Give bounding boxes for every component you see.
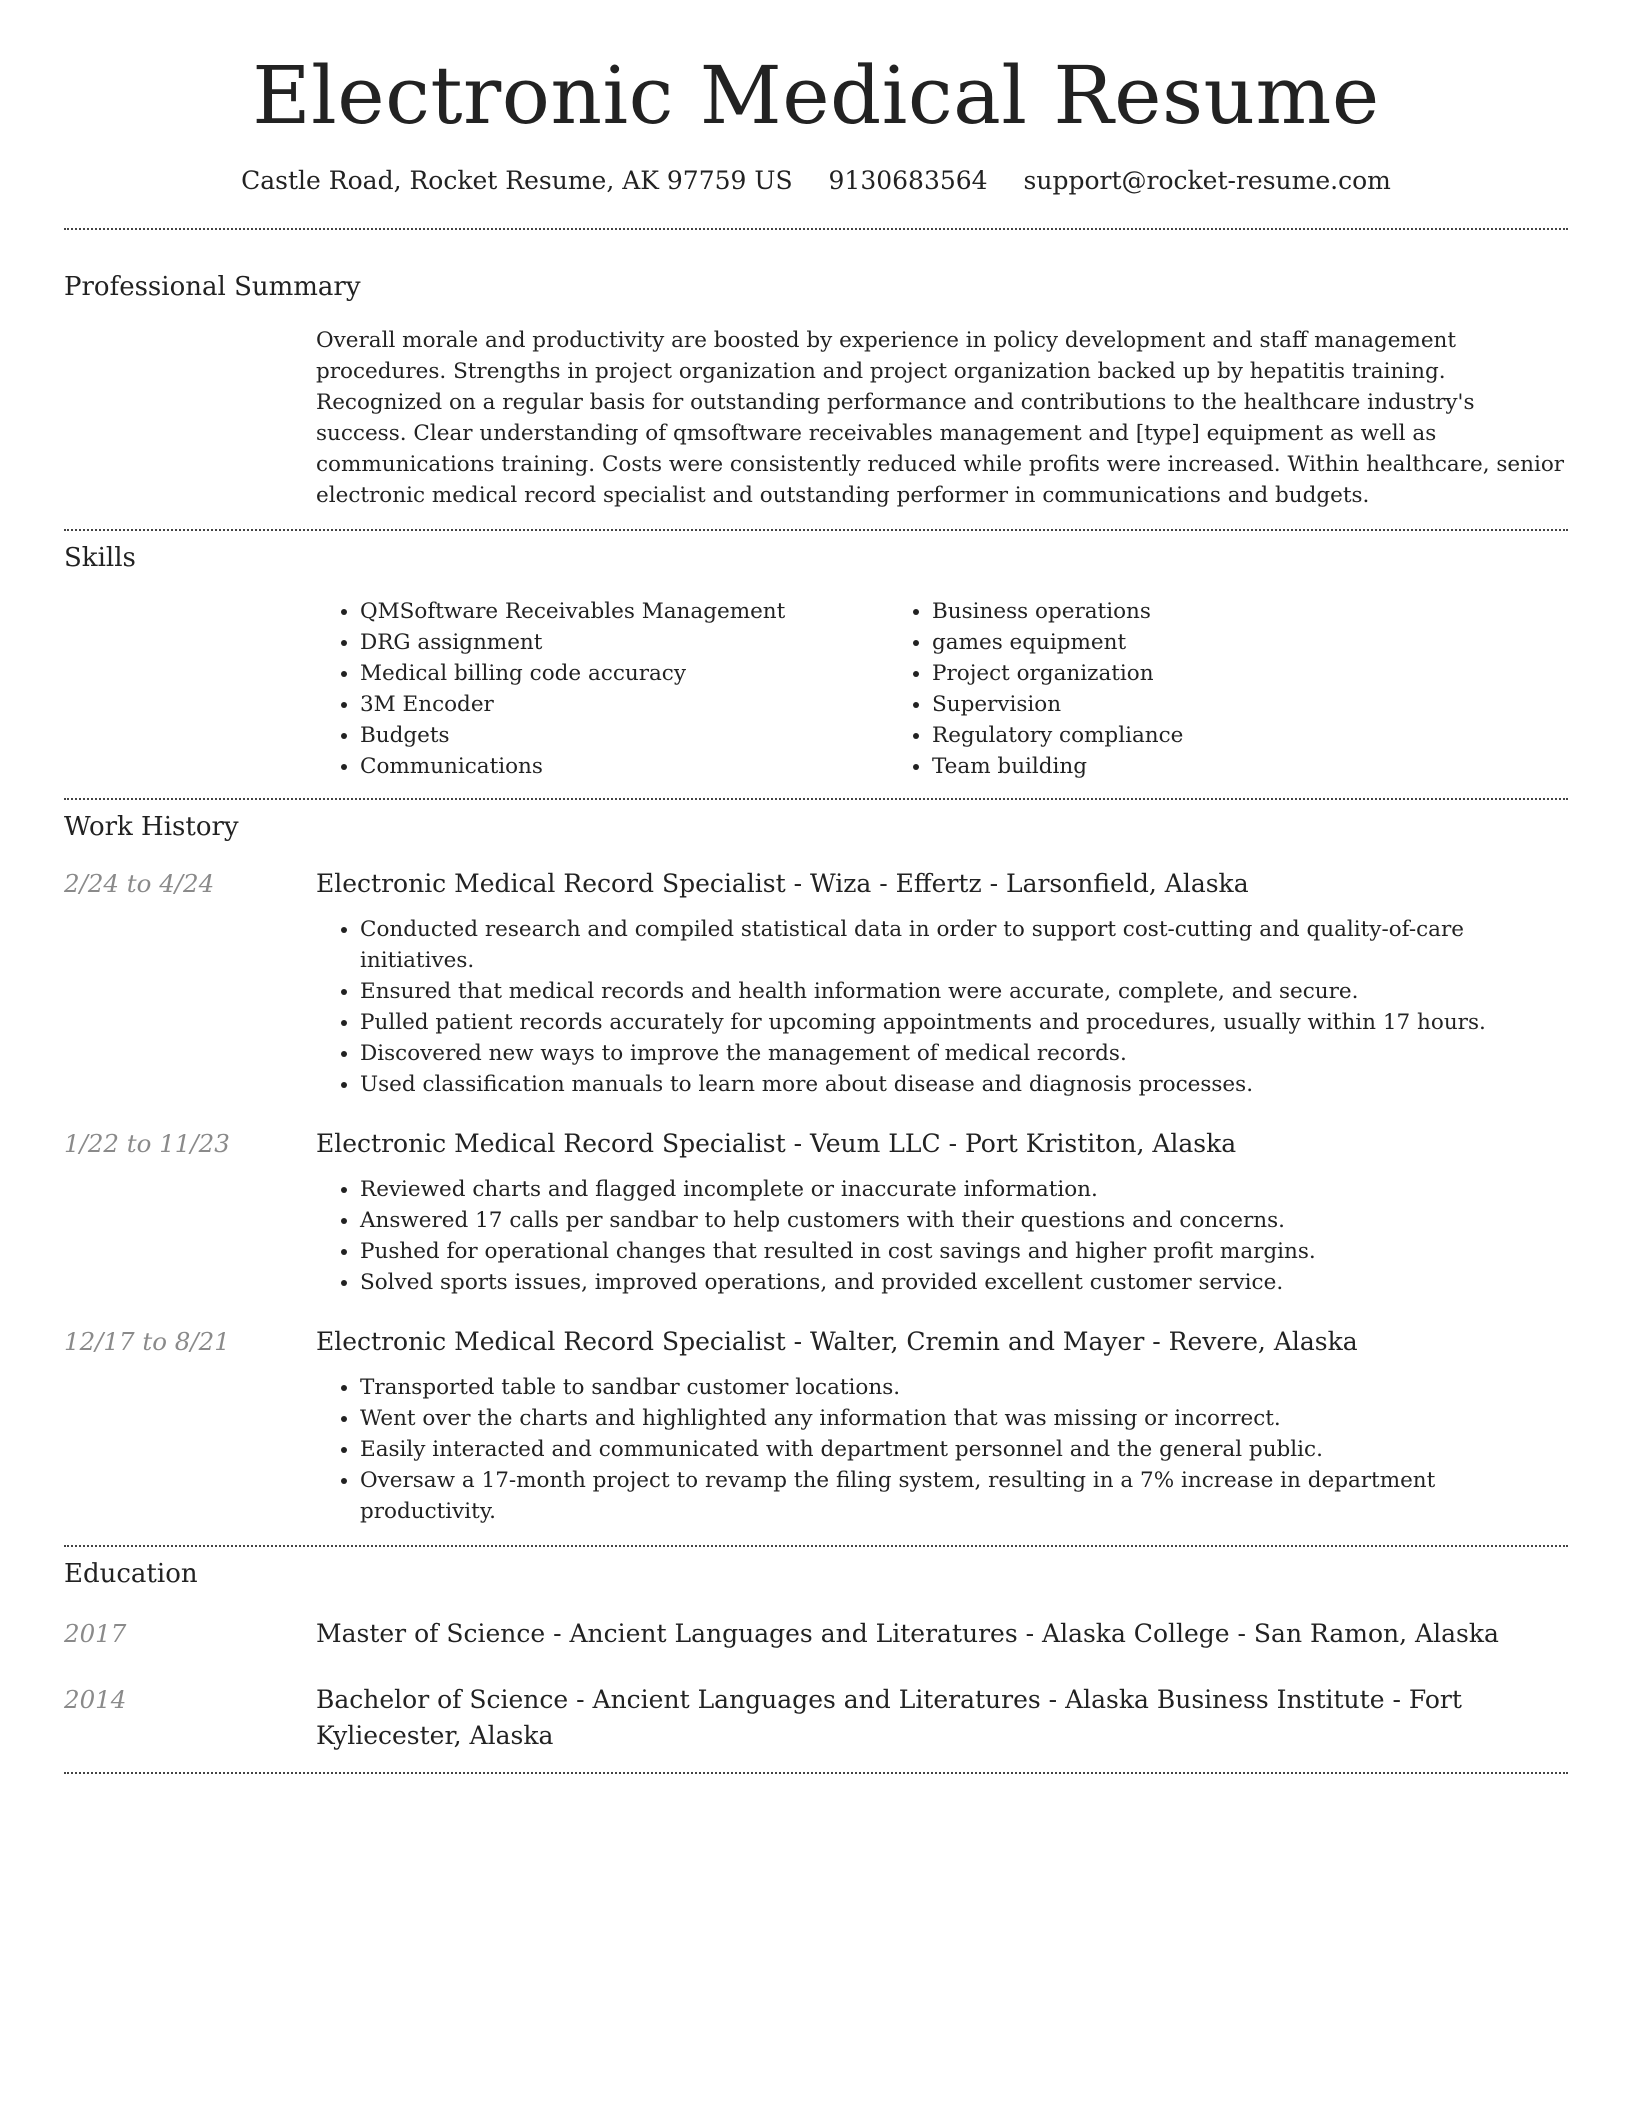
skill-item: • Regulatory compliance: [932, 720, 1568, 751]
education-year: 2017: [64, 1618, 127, 1648]
section-title-summary: Professional Summary: [64, 272, 361, 302]
resume-name: Electronic Medical Resume: [252, 49, 1380, 142]
job-bullet: • Answered 17 calls per sandbar to help customers with their questions and concerns.: [360, 1205, 1568, 1236]
resume-header: [64, 48, 1568, 195]
job-bullet: • Transported table to sandbar customer locations.: [360, 1372, 1568, 1403]
job-details: [316, 1326, 1568, 1527]
job-bullet: • Used classification manuals to learn more about disease and diagnosis processes.: [360, 1069, 1568, 1100]
job-details: [316, 1128, 1568, 1298]
contact-address: Castle Road, Rocket Resume, AK 97759 US: [241, 166, 793, 195]
job-details: [316, 868, 1568, 1100]
section-title-skills: Skills: [64, 543, 136, 574]
summary-text: Overall morale and productivity are boosted by experience in policy development and staff management procedures. Strengths in project organization and project organization backed up by hepatitis training. Recognized on a regular basis for outstanding performance and contributions to the healthcare industry's success. Clear understanding of qmsoftware receivables management and [type] equipment as well as communications training. Costs were consistently reduced while profits were increased. Within healthcare, senior electronic medical record specialist and outstanding performer in communications and budgets.: [316, 328, 1565, 509]
education-title: Bachelor of Science - Ancient Languages and Literatures - Alaska Business Institute - Fort Kyliecester, Alaska: [316, 1684, 1462, 1750]
education-title: Master of Science - Ancient Languages and Literatures - Alaska College - San Ramon, Alaska: [316, 1618, 1499, 1648]
job-bullets: [316, 1174, 1568, 1298]
job-dates: 1/22 to 11/23: [64, 1128, 230, 1158]
skill-item: • Supervision: [932, 689, 1568, 720]
skills-grid: [316, 596, 1568, 782]
job-entry: [64, 1326, 1568, 1527]
section-title-education: Education: [64, 1558, 198, 1589]
skill-item: • 3M Encoder: [360, 689, 888, 720]
skills-list-left: [316, 596, 888, 782]
job-bullet: • Conducted research and compiled statistical data in order to support cost-cutting and quality-of-care initiatives.: [360, 914, 1568, 976]
education-entry: [64, 1682, 1568, 1754]
job-dates: 12/17 to 8/21: [64, 1326, 230, 1356]
skill-item: • Medical billing code accuracy: [360, 658, 888, 689]
skill-item: • games equipment: [932, 627, 1568, 658]
education-section: [64, 1547, 1568, 1772]
job-bullet: • Easily interacted and communicated with department personnel and the general public.: [360, 1434, 1568, 1465]
job-bullets: [316, 1372, 1568, 1527]
job-bullet: • Discovered new ways to improve the management of medical records.: [360, 1038, 1568, 1069]
job-bullet: • Pulled patient records accurately for upcoming appointments and procedures, usually within 17 hours.: [360, 1007, 1568, 1038]
job-entry: [64, 1128, 1568, 1298]
education-year: 2014: [64, 1684, 127, 1714]
job-title: Electronic Medical Record Specialist - Wiza - Effertz - Larsonfield, Alaska: [316, 868, 1249, 898]
job-bullet: • Went over the charts and highlighted any information that was missing or incorrect.: [360, 1403, 1568, 1434]
job-title: Electronic Medical Record Specialist - Walter, Cremin and Mayer - Revere, Alaska: [316, 1326, 1358, 1356]
skill-item: • QMSoftware Receivables Management: [360, 596, 888, 627]
education-entry: [64, 1616, 1568, 1652]
skill-item: • Business operations: [932, 596, 1568, 627]
job-bullet: • Oversaw a 17-month project to revamp the filing system, resulting in a 7% increase in department productivity.: [360, 1465, 1568, 1527]
skills-list-right: [888, 596, 1568, 782]
job-bullet: • Ensured that medical records and health information were accurate, complete, and secure.: [360, 976, 1568, 1007]
contact-phone: 9130683564: [828, 166, 988, 195]
contact-line: [64, 166, 1568, 195]
professional-summary-section: [64, 230, 1568, 511]
job-bullet: • Solved sports issues, improved operations, and provided excellent customer service.: [360, 1267, 1568, 1298]
section-divider: [64, 1772, 1568, 1774]
job-bullet: • Pushed for operational changes that resulted in cost savings and higher profit margins.: [360, 1236, 1568, 1267]
skill-item: • Communications: [360, 751, 888, 782]
skill-item: • DRG assignment: [360, 627, 888, 658]
job-dates: 2/24 to 4/24: [64, 868, 215, 898]
skill-item: • Project organization: [932, 658, 1568, 689]
job-bullet: • Reviewed charts and flagged incomplete or inaccurate information.: [360, 1174, 1568, 1205]
skill-item: • Budgets: [360, 720, 888, 751]
work-history-section: [64, 800, 1568, 1544]
skills-section: [64, 531, 1568, 782]
skill-item: • Team building: [932, 751, 1568, 782]
contact-email: support@rocket-resume.com: [1023, 166, 1391, 195]
job-entry: [64, 868, 1568, 1100]
job-bullets: [316, 914, 1568, 1100]
section-title-work: Work History: [64, 812, 239, 843]
job-title: Electronic Medical Record Specialist - Veum LLC - Port Kristiton, Alaska: [316, 1128, 1237, 1158]
